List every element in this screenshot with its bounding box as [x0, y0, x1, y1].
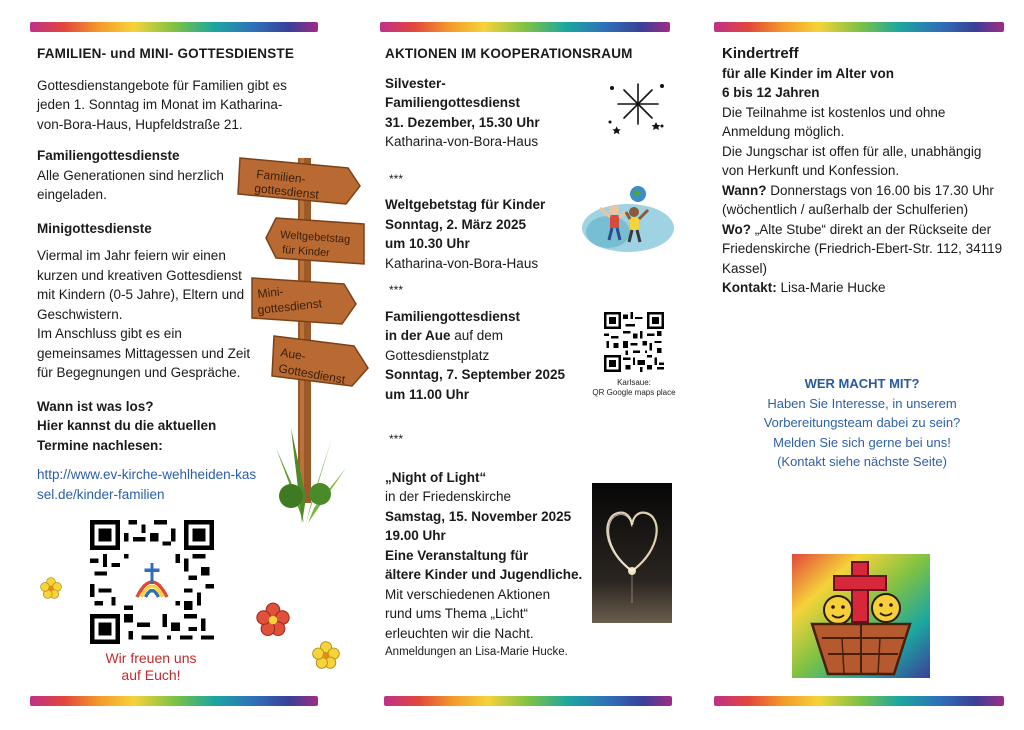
rainbow-bar-top-right: [714, 22, 1004, 32]
welcome-line-2: auf Euch!: [121, 667, 181, 683]
event-weltgebetstag-date: Sonntag, 2. März 2025: [385, 216, 527, 232]
when-text: Donnerstags von 16.00 bis 17.30 Uhr (wöchentlich / außerhalb der Schulferien): [722, 182, 994, 217]
welcome-text: [88, 650, 214, 684]
right-column: [722, 44, 1004, 298]
sign-text-2: gottesdienst: [253, 181, 320, 202]
rainbow-bar-top-middle: [380, 22, 670, 32]
event-weltgebetstag-time: um 10.30 Uhr: [385, 236, 470, 251]
middle-column: [385, 44, 633, 663]
event-weltgebetstag-title: Weltgebetstag für Kinder: [385, 197, 546, 212]
kindertreff-title: Kindertreff: [722, 45, 799, 62]
qr-caption-line-2: QR Google maps place: [592, 388, 676, 397]
minigottesdienste-title: Minigottesdienste: [37, 220, 152, 236]
when-label: Wann?: [722, 182, 767, 198]
event-night-registration: Anmeldungen an Lisa-Marie Hucke.: [385, 646, 568, 658]
event-night-date: Samstag, 15. November 2025: [385, 508, 572, 524]
sign-text-7: Aue-: [279, 345, 307, 364]
event-night-text-1: Mit verschiedenen Aktionen: [385, 586, 551, 602]
event-night-bold-2: ältere Kinder und Jugendliche.: [385, 567, 583, 582]
kindertreff-when: [722, 181, 1004, 220]
welcome-line-1: Wir freuen uns: [105, 650, 197, 666]
fireworks-icon: [604, 76, 668, 136]
event-aue-date: Sonntag, 7. September 2025: [385, 367, 566, 382]
youth-church-logo: [792, 554, 930, 678]
light-heart-photo: [592, 483, 672, 623]
middle-heading: AKTIONEN IM KOOPERATIONSRAUM: [385, 46, 633, 61]
team-line-2: Vorbereitungsteam dabei zu sein?: [763, 415, 961, 430]
event-silvester-title-2: Familiengottesdienst: [385, 95, 521, 110]
sign-text-4: für Kinder: [281, 244, 331, 260]
team-box: [722, 374, 1002, 472]
event-silvester-place: Katharina-von-Bora-Haus: [385, 134, 539, 149]
event-silvester-date: 31. Dezember, 15.30 Uhr: [385, 114, 540, 130]
kindertreff-where: [722, 220, 1004, 279]
kindertreff-contact: [722, 278, 1004, 298]
sign-text-6: gottesdienst: [256, 296, 323, 317]
event-night-text-2: rund ums Thema „Licht“: [385, 606, 529, 621]
yellow-flower-icon: [40, 577, 62, 599]
kindertreff-text-2: Die Jungschar ist offen für alle, unabhängig von Herkunft und Konfession.: [722, 143, 982, 178]
familiengottesdienste-title: Familiengottesdienste: [37, 148, 180, 163]
team-line-1: Haben Sie Interesse, in unserem: [767, 395, 957, 411]
rainbow-bar-bottom-left: [30, 696, 318, 706]
sign-text-1: Familien-: [255, 167, 307, 187]
separator-stars-1: ***: [389, 171, 404, 186]
rainbow-bar-bottom-middle: [384, 696, 672, 706]
team-line-4: (Kontakt siehe nächste Seite): [777, 454, 947, 469]
red-flower-icon: [256, 602, 290, 640]
event-night-title: „Night of Light“: [385, 469, 487, 485]
minigottesdienste-text: Viermal im Jahr feiern wir einen kurzen und kreativen Gottesdienst mit Kindern (0-5 Jahre), Eltern und Geschwistern.: [37, 248, 245, 322]
when-line-2: Hier kannst du die aktuellen: [37, 418, 217, 433]
kinder-familien-link[interactable]: http://www.ev-kirche-wehlheiden-kassel.de/kinder-familien: [37, 467, 257, 502]
event-night-place: in der Friedenskirche: [385, 489, 512, 504]
separator-stars-3: ***: [389, 432, 404, 446]
qr-caption-line-1: Karlsaue:: [617, 378, 651, 387]
sign-text-3: Weltgebetstag: [279, 229, 351, 246]
kindertreff-text-1: Die Teilnahme ist kostenlos und ohne Anmeldung möglich.: [722, 104, 946, 139]
event-night-time: 19.00 Uhr: [385, 528, 446, 543]
minigottesdienste-text-2: Im Anschluss gibt es ein gemeinsames Mittagessen und Zeit für Begegnungen und Gespräche.: [37, 326, 251, 380]
when-line-3: Termine nachlesen:: [37, 437, 163, 453]
where-label: Wo?: [722, 221, 751, 237]
event-weltgebetstag-place: Katharina-von-Bora-Haus: [385, 255, 539, 271]
event-aue-title: Familiengottesdienst: [385, 308, 521, 324]
boat-icon: [812, 624, 910, 674]
rainbow-bar-top-left: [30, 22, 318, 32]
signpost-illustration: [236, 138, 376, 523]
children-playing-illustration: [578, 184, 676, 256]
sign-text-8: Gottesdienst: [277, 361, 347, 387]
when-title: Wann ist was los?: [37, 398, 154, 414]
contact-label: Kontakt:: [722, 280, 777, 295]
event-night-bold-1: Eine Veranstaltung für: [385, 547, 529, 563]
event-silvester-title-1: Silvester-: [385, 75, 446, 91]
where-text: „Alte Stube“ direkt an der Rückseite der Friedenskirche (Friedrich-Ebert-Str. 112, 34119 Kassel): [722, 221, 1003, 276]
sign-text-5: Mini-: [256, 284, 285, 301]
event-aue-line-2-bold: in der Aue: [385, 328, 451, 343]
kindertreff-sub-2: 6 bis 12 Jahren: [722, 85, 820, 100]
left-intro: Gottesdienstangebote für Familien gibt es jeden 1. Sonntag im Monat im Katharina-von-Bora-Haus, Hupfeldstraße 21.: [37, 77, 287, 132]
event-aue-line-3: Gottesdienstplatz: [385, 347, 490, 363]
separator-stars-2: ***: [389, 283, 404, 297]
qr-code-kinder-familien[interactable]: [90, 520, 214, 644]
contact-text: Lisa-Marie Hucke: [776, 280, 886, 295]
yellow-flower-icon-2: [312, 640, 340, 670]
team-title: WER MACHT MIT?: [804, 376, 920, 391]
rainbow-bar-bottom-right: [714, 696, 1004, 706]
event-night-text-3: erleuchten wir die Nacht.: [385, 625, 534, 641]
kindertreff-sub-1: für alle Kinder im Alter von: [722, 65, 895, 81]
qr-code-karlsaue[interactable]: [604, 312, 664, 372]
event-aue-time: um 11.00 Uhr: [385, 386, 470, 402]
event-aue-line-2-regular: auf dem: [450, 328, 504, 343]
event-aue-line-2: [385, 326, 605, 346]
qr-caption: [588, 378, 680, 398]
familiengottesdienste-text: Alle Generationen sind herzlich eingeladen.: [37, 167, 224, 202]
team-line-3: Melden Sie sich gerne bei uns!: [773, 434, 951, 450]
left-heading: FAMILIEN- und MINI- GOTTESDIENSTE: [37, 46, 295, 61]
